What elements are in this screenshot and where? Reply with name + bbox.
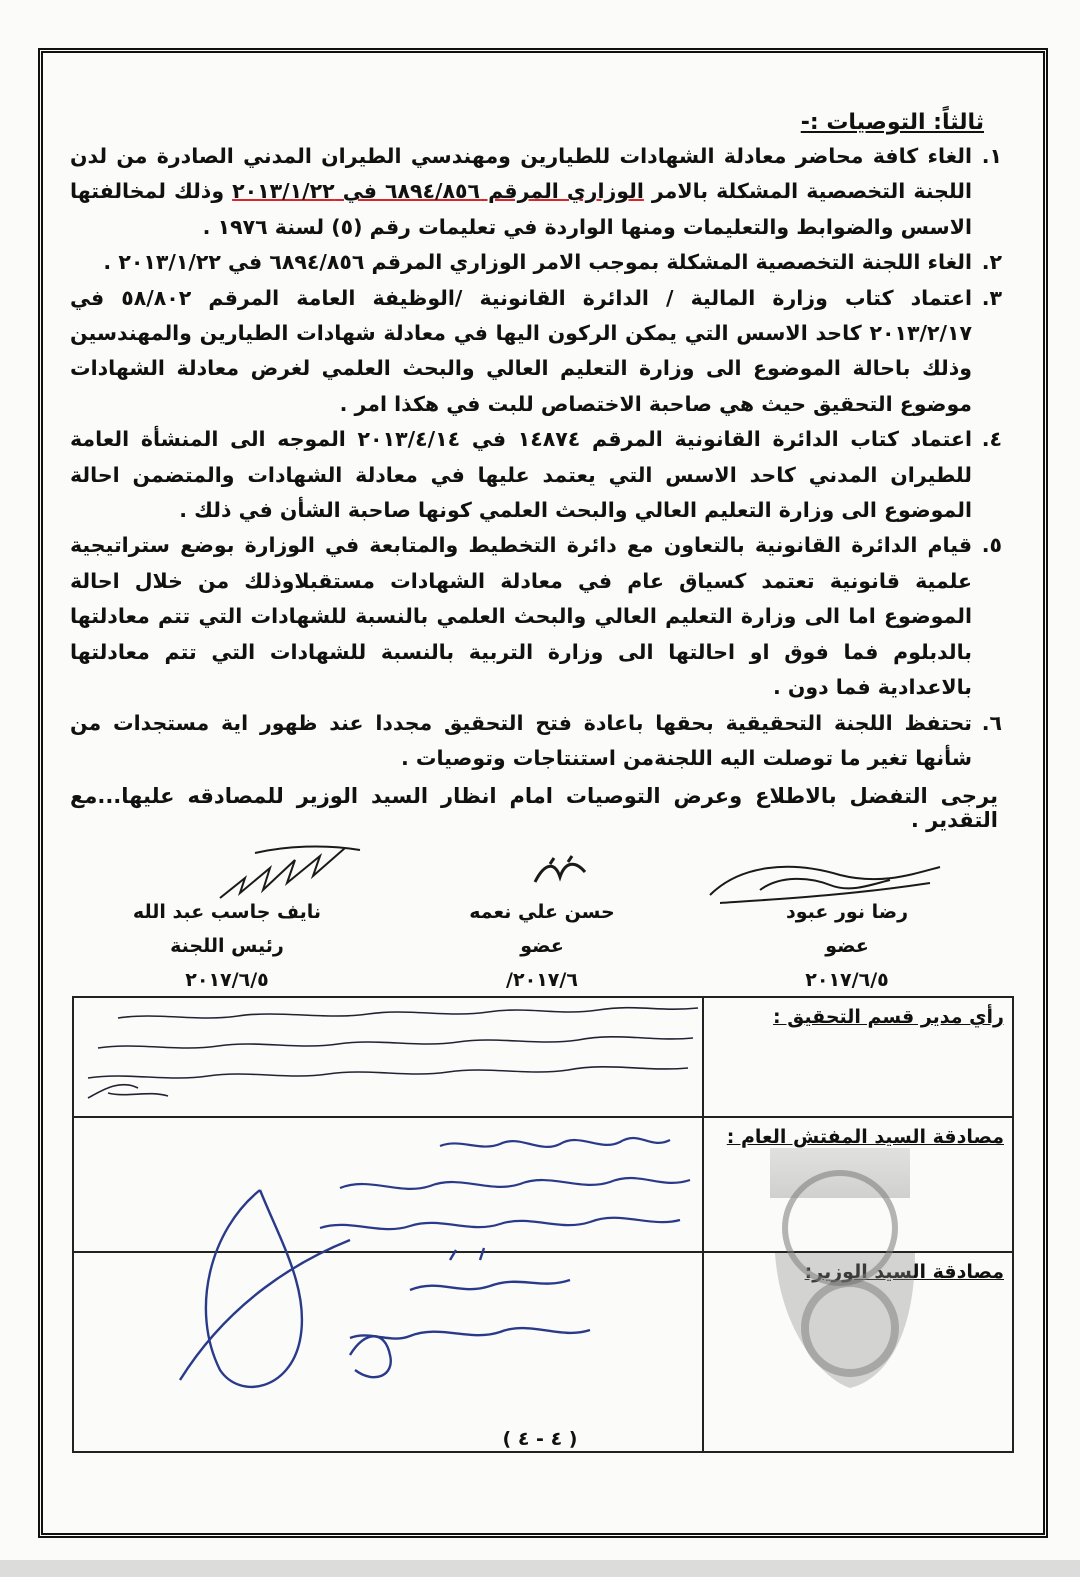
handwritten-note	[73, 997, 703, 1117]
item-number: ١.	[981, 144, 1002, 168]
approvals-table	[72, 996, 1014, 1453]
approval-row	[73, 997, 1013, 1117]
closing-request: يرجى التفضل بالاطلاع وعرض التوصيات امام انظار السيد الوزير للمصادقه عليها...مع التقدير .	[70, 784, 998, 833]
approval-label: رأي مدير قسم التحقيق :	[703, 997, 1013, 1117]
item-number: ٤.	[981, 427, 1002, 452]
signatory-date: ٢٠١٧/٦/٥	[185, 969, 269, 991]
recommendation-item	[70, 422, 1002, 528]
item-text: اعتماد كتاب وزارة المالية / الدائرة القانونية /الوظيفة العامة المرقم ٥٨/٨٠٢ في ٢٠١٣/٢/١٧ كاحد الاسس التي يمكن الركون اليها في معادلة شهادات الطيارين والمهندسين وذلك باحالة الموضوع الى وزارة التعليم العالي والبحث العلمي لغرض معادلة الشهادات موضوع التحقيق حيث هي صاحبة الاختصاص للبت في هكذا امر .	[70, 285, 972, 416]
item-text: تحتفظ اللجنة التحقيقية بحقها باعادة فتح التحقيق مجددا عند ظهور اية مستجدات من شأنها تغير ما توصلت اليه اللجنةمن استنتاجات وتوصيات .	[70, 710, 972, 770]
signatory-role: رئيس اللجنة	[170, 935, 284, 957]
item-number: ٣.	[981, 285, 1002, 310]
recommendation-item	[70, 281, 1002, 423]
item-text: الغاء اللجنة التخصصية المشكلة بموجب الامر الوزاري المرقم ٦٨٩٤/٨٥٦ في ٢٠١٣/١/٢٢ .	[103, 250, 972, 275]
item-number: ٥.	[981, 533, 1002, 558]
recommendation-item	[70, 706, 1002, 777]
section-heading: ثالثاً: التوصيات :-	[800, 110, 984, 135]
signatory-name: نايف جاسب عبد الله	[132, 901, 322, 923]
signatory	[102, 895, 352, 997]
signatory-date: ٢٠١٧/٦/	[506, 969, 578, 991]
page-bottom-margin	[0, 1560, 1080, 1577]
handwritten-note	[73, 1252, 703, 1452]
handwritten-note	[73, 1117, 703, 1252]
signatory-date: ٢٠١٧/٦/٥	[805, 969, 889, 991]
signatory-name: رضا نور عبود	[785, 901, 909, 923]
approval-label: مصادقة السيد المفتش العام :	[703, 1117, 1013, 1252]
recommendation-item	[70, 139, 1002, 245]
approval-label: مصادقة السيد الوزير:	[703, 1252, 1013, 1452]
recommendations-section	[70, 110, 1002, 832]
item-text: الغاء كافة محاضر معادلة الشهادات للطيارين ومهندسي الطيران المدني الصادرة من لدن اللجنة التخصصية المشكلة بالامر الوزاري المرقم ٦٨٩٤/٨٥٦ في ٢٠١٣/١/٢٢ وذلك لمخالفتها الاسس والضوابط والتعليمات ومنها الواردة في تعليمات رقم (٥) لسنة ١٩٧٦ .	[70, 144, 972, 239]
page-number: ( ٤ - ٤ )	[502, 1428, 578, 1450]
signatory-role: عضو	[520, 935, 564, 957]
signatory	[722, 895, 972, 997]
signatory	[417, 895, 667, 997]
approval-row	[73, 1252, 1013, 1452]
item-number: ٢.	[981, 250, 1002, 275]
underlined-order-reference: الوزاري المرقم ٦٨٩٤/٨٥٦ في ٢٠١٣/١/٢٢	[232, 179, 644, 204]
item-number: ٦.	[981, 710, 1002, 735]
recommendation-item	[70, 245, 1002, 280]
signatory-role: عضو	[825, 935, 869, 957]
signatory-name: حسن علي نعمه	[469, 901, 615, 923]
item-text: اعتماد كتاب الدائرة القانونية المرقم ١٤٨٧٤ في ٢٠١٣/٤/١٤ الموجه الى المنشأة العامة للطيران المدني كاحد الاسس التي يعتمد عليها في معادلة الشهادات والمتضمن احالة الموضوع الى وزارة التعليم العالي والبحث العلمي كونها صاحبة الشأن في ذلك .	[70, 427, 973, 523]
approval-row	[73, 1117, 1013, 1252]
recommendation-item	[70, 528, 1002, 705]
item-text: قيام الدائرة القانونية بالتعاون مع دائرة التخطيط والمتابعة في الوزارة بوضع ستراتيجية علمية قانونية تعتمد كسياق عام في معادلة الشهادات مستقبلاوذلك من خلال احالة الموضوع اما الى وزارة التعليم العالي والبحث العلمي بالنسبة للشهادات التي تتم معادلتها بالدبلوم فما فوق او احالتها الى وزارة التربية بالنسبة للشهادات التي تتم معادلتها بالاعدادية فما دون .	[70, 533, 972, 700]
